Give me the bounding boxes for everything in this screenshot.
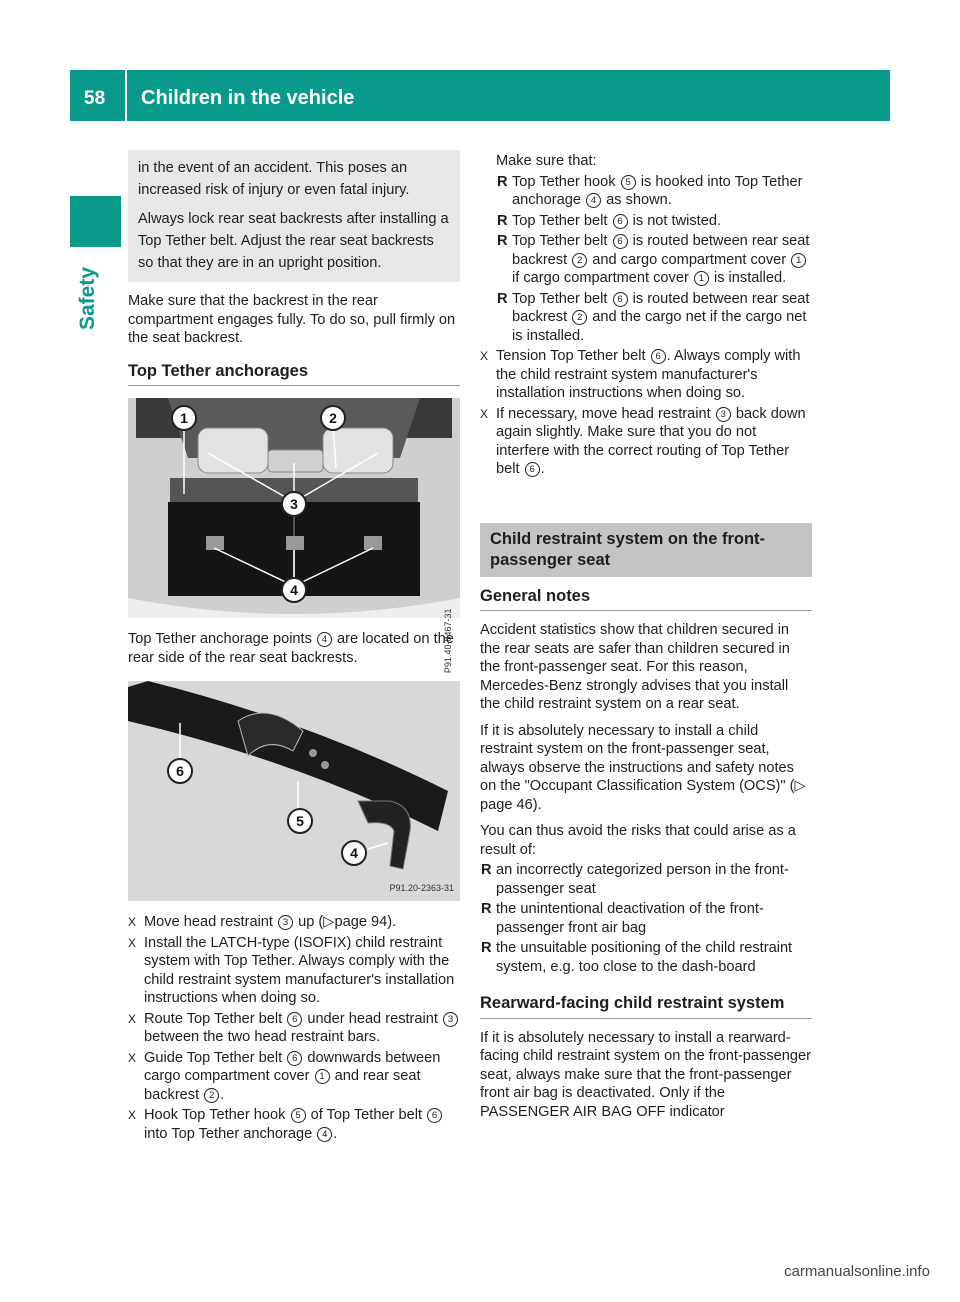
arrow-icon: X bbox=[128, 915, 137, 929]
arrow-icon: X bbox=[128, 935, 137, 950]
left-column bbox=[128, 150, 460, 1145]
bullet-item: R the unsuitable positioning of the child restraint system, e.g. too close to the dash-board bbox=[481, 940, 793, 975]
watermark: carmanualsonline.info bbox=[784, 1263, 930, 1280]
section-label: Safety bbox=[76, 266, 99, 330]
arrow-icon: X bbox=[128, 1108, 137, 1122]
figure-code: P91.40-8467-31 bbox=[443, 608, 454, 673]
figure-caption: Top Tether anchorage points 4 are located on the rear side of the rear seat backrests. bbox=[128, 631, 454, 666]
bullet-item: R Top Tether belt 6 is routed between rear seat backrest 2 and the cargo net if the cargo net is installed. bbox=[497, 290, 810, 344]
instruction-step: X Route Top Tether belt 6 under head restraint 3 between the two head restraint bars. bbox=[128, 1010, 460, 1047]
bullet-icon: R bbox=[497, 173, 508, 190]
page-ref-icon: ▷ bbox=[323, 914, 335, 930]
callout-5: 5 bbox=[296, 813, 304, 829]
instruction-step: X Hook Top Tether hook 5 of Top Tether belt 6 into Top Tether anchorage 4 . bbox=[128, 1106, 460, 1143]
warning-box bbox=[128, 150, 460, 282]
warning-text: Always lock rear seat backrests after installing a Top Tether belt. Adjust the rear seat backrests so that they are in an upright position. bbox=[138, 211, 449, 271]
callout-6: 6 bbox=[176, 763, 184, 779]
callout-1: 1 bbox=[180, 410, 188, 426]
intro-text: Make sure that: bbox=[496, 153, 597, 169]
section-heading: Rearward-facing child restraint system bbox=[480, 994, 812, 1019]
bullet-icon: R bbox=[497, 233, 508, 249]
callout-4: 4 bbox=[350, 845, 358, 861]
arrow-icon: X bbox=[128, 1050, 137, 1065]
section-heading: General notes bbox=[480, 587, 812, 612]
bullet-icon: R bbox=[497, 290, 508, 307]
subsection-heading: Child restraint system on the front-passenger seat bbox=[480, 523, 812, 577]
bullet-icon: R bbox=[481, 862, 492, 878]
callout-3: 3 bbox=[290, 496, 298, 512]
bullet-icon: R bbox=[481, 901, 492, 917]
bullet-item: R an incorrectly categorized person in the front-passenger seat bbox=[481, 862, 789, 897]
cargo-area-illustration bbox=[128, 398, 460, 618]
intro-text: Make sure that the backrest in the rear compartment engages fully. To do so, pull firmly on the seat backrest. bbox=[128, 293, 456, 346]
callout-2: 2 bbox=[329, 410, 337, 426]
chapter-title: Children in the vehicle bbox=[141, 87, 355, 109]
instruction-step: X Tension Top Tether belt 6 . Always comply with the child restraint system manufacturer's installation instructions when doing so. bbox=[480, 348, 801, 401]
body-text: If it is absolutely necessary to install a rearward-facing child restraint system on the front-passenger seat, always make sure that the front-passenger front air bag is deactivated. Only if the PASSENGER AIR BAG OFF indicator bbox=[480, 1029, 811, 1120]
arrow-icon: X bbox=[480, 349, 489, 363]
body-text: You can thus avoid the risks that could arise as a result of: bbox=[480, 823, 796, 858]
callout-4: 4 bbox=[290, 582, 298, 598]
header-divider bbox=[125, 70, 127, 121]
tether-hook-illustration bbox=[128, 681, 460, 901]
page-ref-icon: ▷ bbox=[794, 778, 806, 794]
figure-code: P91.20-2363-31 bbox=[389, 882, 454, 893]
arrow-icon: X bbox=[128, 1011, 137, 1026]
instruction-step: X Install the LATCH-type (ISOFIX) child restraint system with Top Tether. Always comply with the child restraint system manufacturer's installation instructions when doing so. bbox=[128, 934, 455, 1006]
bullet-icon: R bbox=[497, 212, 508, 229]
page-number: 58 bbox=[84, 88, 106, 109]
instruction-step: X Guide Top Tether belt 6 downwards between cargo compartment cover 1 and rear seat backrest 2 . bbox=[128, 1049, 441, 1103]
bullet-item: R Top Tether belt 6 is not twisted. bbox=[497, 212, 722, 229]
right-column bbox=[480, 152, 812, 1129]
bullet-item: R the unintentional deactivation of the front-passenger front air bag bbox=[481, 901, 764, 936]
body-text: If it is absolutely necessary to install a child restraint system on the front-passenger seat, always observe the instructions and safety notes on the "Occupant Classification System (OCS)" (▷ page 46). bbox=[480, 722, 806, 813]
body-text: Accident statistics show that children secured in the rear seats are safer than children secured in the front-passenger seat. For this reason, Mercedes-Benz strongly advises that you install the child restraint system on a rear seat. bbox=[480, 622, 790, 712]
bullet-icon: R bbox=[481, 940, 492, 956]
instruction-step: X If necessary, move head restraint 3 back down again slightly. Make sure that you do not interfere with the correct routing of Top Tether belt 6 . bbox=[480, 405, 806, 477]
figure-tether-hook bbox=[128, 681, 460, 901]
arrow-icon: X bbox=[480, 406, 489, 421]
warning-text: in the event of an accident. This poses an increased risk of injury or even fatal injury. bbox=[138, 160, 410, 198]
instruction-step: X Move head restraint 3 up (▷page 94). bbox=[128, 914, 397, 930]
section-marker bbox=[70, 196, 121, 247]
bullet-item: R Top Tether belt 6 is routed between rear seat backrest 2 and cargo compartment cover 1 if cargo compartment cover 1 is installed. bbox=[497, 233, 810, 286]
bullet-item: R Top Tether hook 5 is hooked into Top Tether anchorage 4 as shown. bbox=[497, 173, 803, 208]
section-heading: Top Tether anchorages bbox=[128, 362, 460, 387]
